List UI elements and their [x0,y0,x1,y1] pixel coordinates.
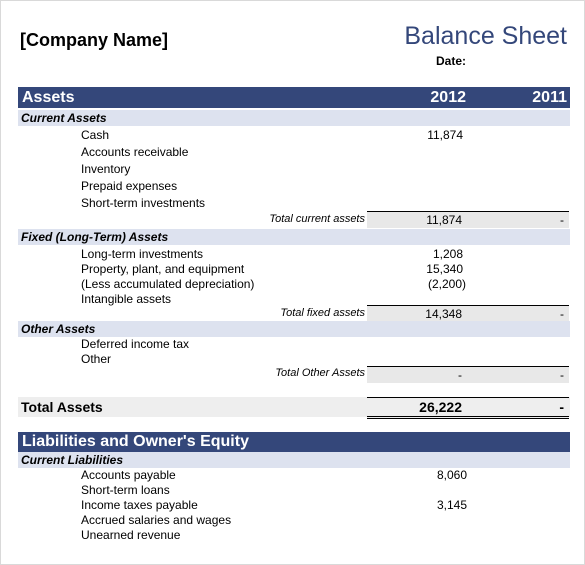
ppe-value-2012: 15,340 [426,262,463,276]
assets-title: Assets [22,89,75,106]
total-assets-2012: 26,222 [419,399,462,415]
cash-value-2012: 11,874 [427,128,463,142]
list-item: Other [81,352,112,366]
depreciation-value-2012: (2,200) [427,277,466,291]
accounts-payable-2012: 8,060 [436,468,467,482]
other-assets-heading-row [18,321,570,337]
total-other-assets-label: Total Other Assets [275,367,365,379]
current-assets-heading: Current Assets [21,111,107,125]
total-assets-2011: - [559,399,564,415]
list-item: Short-term loans [81,483,170,497]
other-assets-heading: Other Assets [21,322,96,336]
list-item: Income taxes payable [81,498,198,512]
total-assets-label: Total Assets [21,399,103,415]
list-item: Short-term investments [81,196,206,210]
list-item: Inventory [81,162,131,176]
document-title: Balance Sheet [404,22,567,50]
list-item: (Less accumulated depreciation) [81,277,255,291]
list-item: Long-term investments [81,247,204,261]
long-term-investments-2012: 1,208 [432,247,463,261]
list-item: Unearned revenue [81,528,181,542]
current-liabilities-heading: Current Liabilities [21,453,124,467]
list-item: Prepaid expenses [81,179,178,193]
total-other-assets-2011: - [560,368,564,382]
total-current-assets-cell [367,211,569,228]
total-fixed-assets-label: Total fixed assets [280,307,365,319]
total-current-assets-label: Total current assets [269,213,365,225]
company-name: [Company Name] [20,30,169,50]
list-item: Property, plant, and equipment [81,262,245,276]
date-label: Date: [436,54,467,68]
list-item: Accrued salaries and wages [81,513,232,527]
income-taxes-payable-2012: 3,145 [436,498,467,512]
list-item: Accounts receivable [81,145,189,159]
year-2012-header: 2012 [430,89,466,106]
total-current-assets-2012: 11,874 [426,213,462,227]
list-item: Deferred income tax [81,337,190,351]
liabilities-header-band [18,432,570,452]
total-fixed-assets-cell [367,305,569,322]
total-other-assets-2012: - [458,368,462,382]
total-fixed-assets-2012: 14,348 [425,307,462,321]
total-current-assets-2011: - [560,213,564,227]
total-assets-cell [367,397,569,419]
total-other-assets-cell [367,366,569,383]
year-2011-header: 2011 [532,89,567,106]
fixed-assets-heading: Fixed (Long-Term) Assets [21,230,169,244]
list-item: Accounts payable [81,468,176,482]
list-item: Cash [81,128,110,142]
list-item: Intangible assets [81,292,172,306]
assets-header-band [18,87,570,108]
liabilities-title: Liabilities and Owner's Equity [22,433,249,450]
total-fixed-assets-2011: - [560,307,564,321]
